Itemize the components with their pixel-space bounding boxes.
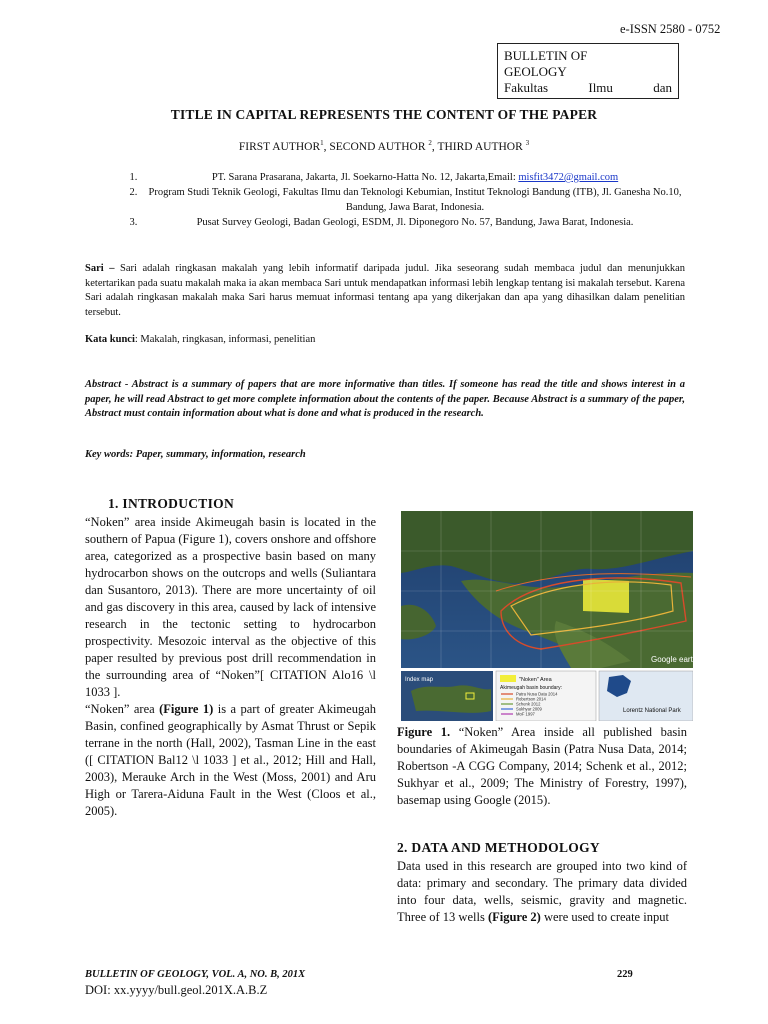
page-number: 229 — [617, 969, 633, 980]
figure-1-caption — [397, 724, 687, 809]
legend-item: Schenk 2012 — [516, 701, 541, 707]
figure-2-reference: (Figure 2) — [487, 910, 541, 924]
bulletin-line-3 — [504, 80, 672, 96]
bulletin-word-fakultas: Fakultas — [504, 80, 549, 95]
data-text-end: were used to create input — [540, 910, 669, 924]
legend-subtitle: Akimeugah basin boundary: — [500, 685, 562, 691]
affiliation-2: 2. Program Studi Teknik Geologi, Fakultas Ilmu dan Teknologi Kebumian, Institut Teknologi Bandung (ITB), Jl. Ganesha No.10, Bandung, Jawa Barat, Indonesia. — [140, 185, 690, 215]
legend-item: Sukhyar 2009 — [516, 706, 542, 712]
bulletin-box — [497, 43, 679, 99]
kata-kunci-text: : Makalah, ringkasan, informasi, penelitian — [134, 334, 316, 345]
kata-kunci — [85, 334, 685, 345]
second-author-sup: 2 — [428, 139, 432, 147]
legend-item: Patra Nusa Data 2014 — [516, 691, 558, 697]
first-author-sup: 1 — [320, 139, 324, 147]
keywords: Key words: Paper, summary, information, research — [85, 449, 306, 460]
sari-paragraph — [85, 262, 685, 320]
third-author: , THIRD AUTHOR — [431, 140, 526, 153]
google-earth-label: Google earth — [651, 655, 693, 664]
index-map-label: Index map — [405, 677, 434, 683]
bulletin-line-2: GEOLOGY — [504, 64, 567, 79]
legend-item: Robertson 2014 — [516, 696, 546, 702]
intro-p2-start: “Noken” area — [85, 702, 160, 716]
affiliation-3: 3. Pusat Survey Geologi, Badan Geologi, ESDM, Jl. Diponegoro No. 57, Bandung, Jawa Barat, Indonesia. — [140, 215, 690, 230]
index-map-land — [411, 685, 491, 713]
data-methodology-heading: 2. DATA AND METHODOLOGY — [397, 840, 600, 855]
bulletin-word-ilmu: Ilmu — [588, 80, 613, 95]
introduction-heading: 1. INTRODUCTION — [108, 496, 235, 511]
figure-1-reference: (Figure 1) — [159, 702, 214, 716]
introduction-body — [85, 514, 376, 820]
affiliation-1-text: PT. Sarana Prasarana, Jakarta, Jl. Soekarno-Hatta No. 12, Jakarta,Email: — [211, 172, 519, 183]
legend-noken-swatch — [500, 675, 516, 682]
third-author-sup: 3 — [525, 139, 530, 147]
intro-p2-end: is a part of greater Akimeugah Basin, confined geographically by Asmat Thrust or Sepik terrane in the north (Hall, 2002), Tasman Line in the east ([ CITATION Bal12 \l 1033 ] et al., 2012; Hill and Hall, 2003), Merauke Arch in the West (Moss, 2001) and Aru High or Tarera-Aiduna Fault in the West (Cloos et al., 2005). — [85, 702, 376, 818]
first-author: FIRST AUTHOR — [238, 140, 321, 153]
figure-1-svg — [401, 511, 693, 721]
second-author: , SECOND AUTHOR — [323, 140, 429, 153]
sari-text: Sari adalah ringkasan makalah yang lebih informatif daripada judul. Jika seseorang sudah membaca judul dan menunjukkan ketertarikan pada suatu makalah maka ia akan membaca Sari untuk mendapatkan informasi lebih lengkap tentang isi makalah tersebut. Karena Sari adalah ringkasan makalah maka Sari harus memuat informasi tentang apa yang dikerjakan dan apa yang dihasilkan dalam penelitian tersebut. — [85, 263, 685, 318]
legend-title: "Noken" Area — [519, 677, 552, 683]
paper-title: TITLE IN CAPITAL REPRESENTS THE CONTENT OF THE PAPER — [170, 107, 598, 122]
figure-caption-text: “Noken” Area inside all published basin boundaries of Akimeugah Basin (Patra Nusa Data, 2014; Robertson -A CGG Company, 2014; Schenk et al., 2012; Sukhyar et al., 2009; The Ministry of Forestry, 1997), basemap using Google (2015). — [397, 725, 687, 807]
affiliations — [100, 170, 690, 230]
data-text-start: Data used in this research are grouped into two kind of data: primary and secondary. The primary data divided into four data, wells, seismic, gravity and magnetic. Three of 13 wells — [397, 859, 687, 924]
email-link[interactable]: misfit3472@gmail.com — [518, 172, 619, 183]
author-line — [0, 139, 768, 153]
figure-caption-label: Figure 1. — [397, 725, 451, 739]
park-label: Lorentz National Park — [623, 708, 681, 714]
figure-1-map — [401, 511, 693, 721]
legend-item: MoF 1997 — [516, 711, 535, 717]
kata-kunci-label: Kata kunci — [85, 334, 135, 345]
sari-label: Sari – — [85, 263, 115, 274]
data-methodology-body — [397, 858, 687, 926]
abstract-paragraph: Abstract - Abstract is a summary of papers that are more informative than titles. If someone has read the title and shows interest in a paper, he will read Abstract to get more complete information about the contents of the paper. Because Abstract is a summary of the paper, Abstract must contain information about what is done and what is produced in the research. — [85, 379, 685, 419]
issn-label: e-ISSN 2580 - 0752 — [620, 22, 721, 36]
affiliation-1 — [140, 170, 690, 185]
introduction-paragraph-1: “Noken” area inside Akimeugah basin is located in the southern of Papua (Figure 1), covers onshore and offshore area, categorized as a prospective basin based on many hydrocarbon shows on the outcrops and wells (Suliantara dan Susantoro, 2013). There are more uncertainty of oil and gas discovery in this area, caused by lack of intensive research in the tectonic setting to hydrocarbon prospectivity. Mesozoic interval as the objective of this paper resulted by previous post drill recommendation in the surrounding area of “Noken”[ CITATION Alo16 \l 1033 ]. — [85, 515, 377, 699]
footer-journal: BULLETIN OF GEOLOGY, VOL. A, NO. B, 201X — [85, 969, 306, 980]
introduction-paragraph-2 — [85, 701, 376, 820]
bulletin-word-dan: dan — [653, 80, 672, 95]
doi-line: DOI: xx.yyyy/bull.geol.201X.A.B.Z — [85, 983, 268, 997]
bulletin-line-1: BULLETIN OF — [504, 48, 588, 63]
